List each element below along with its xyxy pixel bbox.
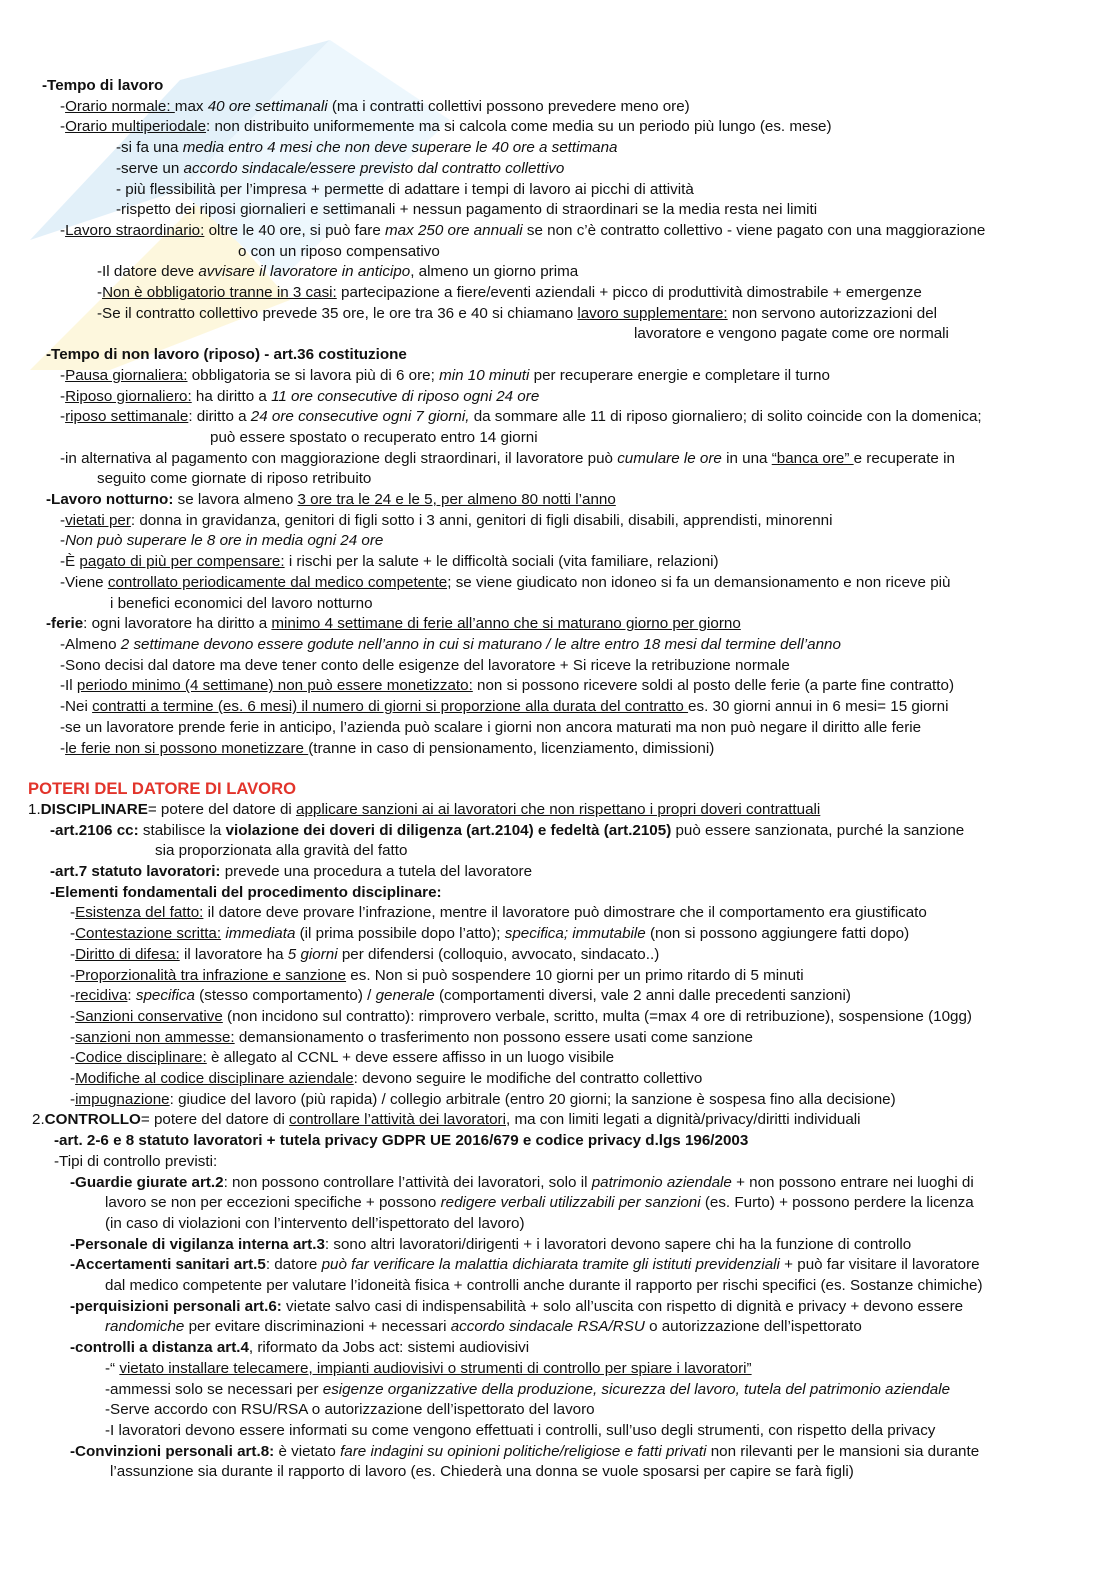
text-segment: può far verificare la malattia dichiarata tramite gli istituti previdenziali <box>321 1256 780 1274</box>
text-segment: può essere spostato o recuperato entro 14 giorni <box>210 428 538 446</box>
text-segment: Riposo giornaliero: <box>65 387 192 405</box>
text-segment: -Lavoro notturno: <box>46 491 174 509</box>
text-line <box>0 1276 1116 1297</box>
text-segment: : diritto a <box>188 408 251 426</box>
text-line <box>0 159 1116 180</box>
text-segment: 3 ore tra le 24 e le 5, per almeno 80 notti l’anno <box>297 491 616 509</box>
text-segment: in una <box>721 449 772 467</box>
text-segment: -Serve accordo con RSU/RSA o autorizzazione dell’ispettorato del lavoro <box>105 1401 595 1419</box>
text-line <box>0 718 1116 739</box>
text-segment: -ammessi solo se necessari per <box>105 1380 323 1398</box>
text-segment: es. 30 giorni annui in 6 mesi= 15 giorni <box>688 698 949 716</box>
text-segment: applicare sanzioni ai ai lavoratori che non rispettano i propri doveri contrattuali <box>296 800 821 818</box>
text-segment: CONTROLLO <box>44 1111 141 1129</box>
text-segment: Sanzioni conservative <box>75 1007 223 1025</box>
text-segment: -“ <box>105 1359 120 1377</box>
text-segment: -Il datore deve <box>97 263 199 281</box>
text-segment: accordo sindacale RSA/RSU <box>450 1318 645 1336</box>
text-segment: controllare l’attività dei lavoratori <box>289 1111 506 1129</box>
text-segment: dal medico competente per valutare l’idoneità fisica + controlli anche durante il rapporto per rischi specifici (es. Sostanze chimiche) <box>105 1277 983 1295</box>
text-segment: per difendersi (colloquio, avvocato, sindacato..) <box>337 945 660 963</box>
text-segment: -perquisizioni personali art.6: <box>70 1297 282 1315</box>
text-segment: : datore <box>265 1256 322 1274</box>
text-segment: , riformato da Jobs act: sistemi audiovisivi <box>248 1339 530 1357</box>
text-line <box>0 1007 1116 1028</box>
text-segment: min 10 minuti <box>439 366 530 384</box>
text-segment: - <box>70 966 76 984</box>
text-segment: controllato periodicamente dal medico competente; <box>107 573 452 591</box>
text-line <box>0 531 1116 552</box>
text-line <box>0 511 1116 532</box>
text-segment: i rischi per la salute + le difficoltà sociali (vita familiare, relazioni) <box>284 553 719 571</box>
text-segment: lavoro se non per eccezioni specifiche + possono <box>105 1194 441 1212</box>
text-segment: non rilevanti per le mansioni sia durante <box>706 1442 980 1460</box>
text-line <box>0 1400 1116 1421</box>
text-line <box>0 945 1116 966</box>
text-line <box>0 1359 1116 1380</box>
text-line <box>0 324 1116 345</box>
text-segment: -Il <box>60 677 77 695</box>
text-segment: fare indagini su opinioni politiche/religiose e fatti privati <box>340 1442 707 1460</box>
text-segment: -serve un <box>116 159 184 177</box>
text-line <box>0 656 1116 677</box>
text-segment: Modifiche al codice disciplinare aziendale <box>75 1070 354 1088</box>
text-segment: non servono autorizzazioni del <box>727 304 938 322</box>
text-line <box>0 1442 1116 1463</box>
text-line <box>0 1421 1116 1442</box>
text-segment: esigenze organizzative della produzione, sicurezza del lavoro, tutela del patrimonio aziendale <box>322 1380 951 1398</box>
text-segment: (non si possono aggiungere fatti dopo) <box>645 925 910 943</box>
text-segment: -art.7 statuto lavoratori: <box>50 863 221 881</box>
text-segment: generale <box>375 987 435 1005</box>
text-segment: contratti a termine (es. 6 mesi) il numero di giorni si proporzione alla durata del contratto <box>92 698 689 716</box>
text-segment: da sommare alle 11 di riposo giornaliero; di solito coincide con la domenica; <box>469 408 982 426</box>
text-segment: - <box>60 511 66 529</box>
text-segment: Codice disciplinare: <box>75 1049 207 1067</box>
text-line <box>0 283 1116 304</box>
text-segment: -Elementi fondamentali del procedimento disciplinare: <box>50 883 442 901</box>
text-segment: Non può superare le 8 ore in media ogni 24 ore <box>65 532 384 550</box>
text-segment: immediata <box>225 925 296 943</box>
text-line <box>0 966 1116 987</box>
text-line <box>0 821 1116 842</box>
text-segment: - <box>60 118 66 136</box>
text-segment: 24 ore consecutive ogni 7 giorni, <box>250 408 470 426</box>
text-segment: demansionamento o trasferimento non possono essere usati come sanzione <box>234 1028 753 1046</box>
text-segment: (ma i contratti collettivi possono prevedere meno ore) <box>327 97 690 115</box>
text-segment: recidiva <box>75 987 128 1005</box>
text-line <box>0 1110 1116 1131</box>
text-segment: + non possono entrare nei luoghi di <box>731 1173 974 1191</box>
text-line <box>0 490 1116 511</box>
text-segment: pagato di più per compensare: <box>79 553 285 571</box>
text-segment: per evitare discriminazioni + necessari <box>184 1318 451 1336</box>
text-segment: se non c’è contratto collettivo - viene pagato con una maggiorazione <box>522 221 986 239</box>
text-line <box>0 697 1116 718</box>
text-segment: -Se il contratto collettivo prevede 35 ore, le ore tra 36 e 40 si chiamano <box>97 304 578 322</box>
text-segment: può essere sanzionata, purché la sanzione <box>671 821 965 839</box>
text-segment: specifica <box>135 987 195 1005</box>
text-segment: , ma con limiti legati a dignità/privacy/diritti individuali <box>506 1111 861 1129</box>
text-segment: obbligatoria se si lavora più di 6 ore; <box>187 366 440 384</box>
text-segment: - <box>70 987 76 1005</box>
text-segment: = potere del datore di <box>140 1111 290 1129</box>
text-segment: - <box>60 366 66 384</box>
text-segment: periodo minimo (4 settimane) non può essere monetizzato: <box>76 677 473 695</box>
text-segment: : giudice del lavoro (più rapida) / collegio arbitrale (entro 20 giorni; la sanzione è sospesa fino alla decisione) <box>169 1090 896 1108</box>
text-segment: - <box>70 1049 76 1067</box>
text-segment: -si fa una <box>116 139 183 157</box>
text-segment: il lavoratore ha <box>179 945 288 963</box>
text-segment: Proporzionalità tra infrazione e sanzione <box>75 966 347 984</box>
text-line <box>0 573 1116 594</box>
text-line <box>0 635 1116 656</box>
text-segment: -art. 2-6 e 8 statuto lavoratori + tutela privacy GDPR UE 2016/679 e codice privacy d.lgs 196/2003 <box>54 1132 749 1150</box>
text-segment: “banca ore” <box>771 449 854 467</box>
text-segment: 2 settimane devono essere godute nell’anno in cui si maturano / le altre entro 18 mesi dal termine dell’anno <box>120 635 841 653</box>
text-segment: se viene giudicato non idoneo si fa un demansionamento e non riceve più <box>451 573 951 591</box>
text-segment: -Tipi di controllo previsti: <box>54 1152 218 1170</box>
text-line <box>0 1152 1116 1173</box>
text-segment: seguito come giornate di riposo retribuito <box>97 470 372 488</box>
text-segment: 40 ore settimanali <box>207 97 328 115</box>
text-segment: : non distribuito uniformemente ma si calcola come media su un periodo più lungo (es. mese) <box>206 118 832 136</box>
text-segment: patrimonio aziendale <box>591 1173 732 1191</box>
text-segment: es. Non si può sospendere 10 giorni per un primo ritardo di 5 minuti <box>346 966 804 984</box>
text-segment: (stesso comportamento) / <box>194 987 376 1005</box>
text-segment: -Convinzioni personali art.8: <box>70 1442 275 1460</box>
text-segment: - <box>60 739 66 757</box>
text-line <box>0 449 1116 470</box>
text-line <box>0 242 1116 263</box>
text-segment: prevede una procedura a tutela del lavoratore <box>220 863 533 881</box>
text-segment: - <box>70 1007 76 1025</box>
text-segment: = potere del datore di <box>147 800 297 818</box>
text-segment: 5 giorni <box>287 945 338 963</box>
text-segment: lavoro supplementare: <box>577 304 728 322</box>
text-line <box>0 366 1116 387</box>
text-segment: - <box>60 97 66 115</box>
text-segment: : ogni lavoratore ha diritto a <box>83 615 272 633</box>
text-line <box>0 986 1116 1007</box>
text-segment: è allegato al CCNL + deve essere affisso in un luogo visibile <box>206 1049 615 1067</box>
text-segment: Lavoro straordinario: <box>65 221 205 239</box>
text-segment: impugnazione <box>75 1090 170 1108</box>
text-segment: - <box>70 1090 76 1108</box>
text-segment: Contestazione scritta: <box>75 925 222 943</box>
text-segment: per recuperare energie e completare il turno <box>529 366 830 384</box>
text-line <box>0 1462 1116 1483</box>
text-segment: violazione dei doveri di diligenza (art.2104) e fedeltà (art.2105) <box>225 821 672 839</box>
text-segment: -Nei <box>60 698 93 716</box>
text-segment: Pausa giornaliera: <box>65 366 188 384</box>
text-line <box>0 345 1116 366</box>
text-segment: : non possono controllare l’attività dei lavoratori, solo il <box>223 1173 592 1191</box>
text-line <box>0 1090 1116 1111</box>
text-segment: -controlli a distanza art.4 <box>70 1339 249 1357</box>
text-segment: partecipazione a fiere/eventi aziendali + picco di produttività dimostrabile + emergenze <box>336 284 922 302</box>
text-line <box>0 676 1116 697</box>
text-segment: e recuperate in <box>853 449 955 467</box>
text-segment: -rispetto dei riposi giornalieri e settimanali + nessun pagamento di straordinari se la media resta nei limiti <box>116 201 818 219</box>
text-segment: - <box>60 221 66 239</box>
text-segment: o con un riposo compensativo <box>238 242 440 260</box>
text-segment: o autorizzazione dell’ispettorato <box>644 1318 862 1336</box>
text-segment: - <box>60 408 66 426</box>
text-segment: , almeno un giorno prima <box>410 263 579 281</box>
text-segment: oltre le 40 ore, si può fare <box>204 221 386 239</box>
text-segment: avvisare il lavoratore in anticipo <box>198 263 411 281</box>
text-segment: -in alternativa al pagamento con maggiorazione degli straordinari, il lavoratore può <box>60 449 618 467</box>
text-segment: -Guardie giurate art.2 <box>70 1173 224 1191</box>
text-segment: randomiche <box>105 1318 185 1336</box>
text-line <box>0 97 1116 118</box>
text-segment: (es. Furto) + possono perdere la licenza <box>700 1194 974 1212</box>
text-line <box>0 1380 1116 1401</box>
text-line <box>0 117 1116 138</box>
text-line <box>0 180 1116 201</box>
text-segment: -Almeno <box>60 635 121 653</box>
text-segment: 11 ore consecutive di riposo ogni 24 ore <box>271 387 540 405</box>
text-segment: l’assunzione sia durante il rapporto di lavoro (es. Chiederà una donna se vuole sposarsi per capire se farà figli) <box>110 1463 854 1481</box>
text-line <box>0 387 1116 408</box>
text-line <box>0 1338 1116 1359</box>
text-line <box>0 883 1116 904</box>
text-segment: max 250 ore annuali <box>385 221 523 239</box>
text-segment: -art.2106 cc: <box>50 821 139 839</box>
text-line <box>0 1173 1116 1194</box>
text-segment: vietati per <box>65 511 131 529</box>
text-segment: - <box>60 387 66 405</box>
text-segment: Esistenza del fatto: <box>75 904 204 922</box>
text-segment: -È <box>60 553 80 571</box>
text-segment: Orario normale: <box>65 97 175 115</box>
text-segment: - <box>70 925 76 943</box>
text-segment: le ferie non si possono monetizzare <box>65 739 309 757</box>
text-line <box>0 304 1116 325</box>
text-segment: sanzioni non ammesse: <box>75 1028 235 1046</box>
text-segment: -se un lavoratore prende ferie in anticipo, l’azienda può scalare i giorni non ancora maturati ma non può negare il diritto alle ferie <box>60 718 922 736</box>
text-segment: - <box>70 1028 76 1046</box>
text-line <box>0 200 1116 221</box>
text-segment: -Viene <box>60 573 108 591</box>
text-segment: -Sono decisi dal datore ma deve tener conto delle esigenze del lavoratore + Si riceve la retribuzione normale <box>60 656 790 674</box>
text-segment: stabilisce la <box>138 821 226 839</box>
text-line <box>0 1193 1116 1214</box>
text-segment: (non incidono sul contratto): rimprovero verbale, scritto, multa (=max 4 ore di retribuzione), sospensione (10gg) <box>222 1007 972 1025</box>
text-segment: ha diritto a <box>191 387 272 405</box>
text-segment: POTERI DEL DATORE DI LAVORO <box>28 779 296 799</box>
text-line <box>0 1048 1116 1069</box>
text-segment: 2. <box>32 1111 45 1129</box>
text-line <box>0 552 1116 573</box>
text-segment: Orario multiperiodale <box>65 118 207 136</box>
text-segment: sia proporzionata alla gravità del fatto <box>155 842 408 860</box>
text-segment: -Tempo di lavoro <box>42 77 164 94</box>
text-line <box>0 138 1116 159</box>
text-segment: -ferie <box>46 615 84 633</box>
text-line <box>0 1028 1116 1049</box>
text-line <box>0 841 1116 862</box>
text-line <box>0 1317 1116 1338</box>
text-segment: accordo sindacale/essere previsto dal contratto collettivo <box>183 159 565 177</box>
text-line <box>0 800 1116 821</box>
text-line <box>0 614 1116 635</box>
text-segment: specifica; immutabile <box>504 925 646 943</box>
text-segment: Diritto di difesa: <box>75 945 180 963</box>
text-segment: non si possono ricevere soldi al posto delle ferie (a parte fine contratto) <box>472 677 954 695</box>
text-line <box>0 924 1116 945</box>
text-segment: (comportamenti diversi, vale 2 anni dalle precedenti sanzioni) <box>434 987 851 1005</box>
text-segment: - <box>70 904 76 922</box>
text-segment: vietato installare telecamere, impianti audiovisivi o strumenti di controllo per spiare i lavoratori” <box>119 1359 752 1377</box>
document-body <box>0 76 1116 1483</box>
text-segment: vietate salvo casi di indispensabilità + solo all’uscita con rispetto di dignità e privacy + devono essere <box>281 1297 964 1315</box>
text-segment: - <box>70 945 76 963</box>
text-line <box>0 862 1116 883</box>
text-line <box>0 428 1116 449</box>
text-segment: DISCIPLINARE <box>40 800 148 818</box>
text-segment: (tranne in caso di pensionamento, licenziamento, dimissioni) <box>308 739 715 757</box>
text-segment: è vietato <box>274 1442 341 1460</box>
text-segment: Non è obbligatorio tranne in 3 casi: <box>102 284 337 302</box>
section-spacer <box>0 759 1116 779</box>
text-line <box>0 1131 1116 1152</box>
text-segment: -Personale di vigilanza interna art.3 <box>70 1235 325 1253</box>
text-line <box>0 407 1116 428</box>
text-line <box>0 1069 1116 1090</box>
text-line <box>0 1214 1116 1235</box>
text-line <box>0 76 1116 97</box>
text-line <box>0 594 1116 615</box>
text-segment: lavoratore e vengono pagate come ore normali <box>634 325 949 343</box>
text-segment: 1. <box>28 800 41 818</box>
text-line <box>0 903 1116 924</box>
text-segment: - <box>97 284 103 302</box>
text-segment: il datore deve provare l’infrazione, mentre il lavoratore può dimostrare che il comportamento era giustificato <box>203 904 927 922</box>
text-segment: : <box>127 987 136 1005</box>
text-segment: media entro 4 mesi che non deve superare le 40 ore a settimana <box>182 139 618 157</box>
text-segment: cumulare le ore <box>617 449 722 467</box>
text-segment: i benefici economici del lavoro notturno <box>110 594 373 612</box>
text-segment: - <box>60 532 66 550</box>
text-line <box>0 469 1116 490</box>
text-segment: + può far visitare il lavoratore <box>779 1256 980 1274</box>
text-line <box>0 262 1116 283</box>
text-segment: (il prima possibile dopo l’atto); <box>295 925 505 943</box>
text-line <box>0 1297 1116 1318</box>
text-segment: : sono altri lavoratori/dirigenti + i lavoratori devono sapere chi ha la funzione di controllo <box>324 1235 912 1253</box>
section-title <box>0 779 1116 800</box>
text-segment: se lavora almeno <box>173 491 298 509</box>
text-segment: -Accertamenti sanitari art.5 <box>70 1256 266 1274</box>
text-line <box>0 1235 1116 1256</box>
text-segment: max <box>174 97 208 115</box>
text-segment: -I lavoratori devono essere informati su come vengono effettuati i controlli, sull’uso degli strumenti, con rispetto della privacy <box>105 1422 936 1439</box>
text-segment: - <box>70 1070 76 1088</box>
text-segment: redigere verbali utilizzabili per sanzioni <box>440 1194 701 1212</box>
text-segment: : donna in gravidanza, genitori di figli sotto i 3 anni, genitori di figli disabili, disabili, apprendisti, minorenni <box>130 511 833 529</box>
text-segment: riposo settimanale <box>65 408 189 426</box>
text-line <box>0 739 1116 760</box>
text-segment: -Tempo di non lavoro (riposo) - art.36 costituzione <box>46 346 407 364</box>
text-segment: (in caso di violazioni con l’intervento dell’ispettorato del lavoro) <box>105 1214 525 1232</box>
text-segment: : devono seguire le modifiche del contratto collettivo <box>353 1070 703 1088</box>
text-line <box>0 1255 1116 1276</box>
text-line <box>0 221 1116 242</box>
text-segment: - più flessibilità per l’impresa + permette di adattare i tempi di lavoro ai picchi di attività <box>116 180 694 198</box>
text-segment: minimo 4 settimane di ferie all’anno che si maturano giorno per giorno <box>271 615 741 633</box>
